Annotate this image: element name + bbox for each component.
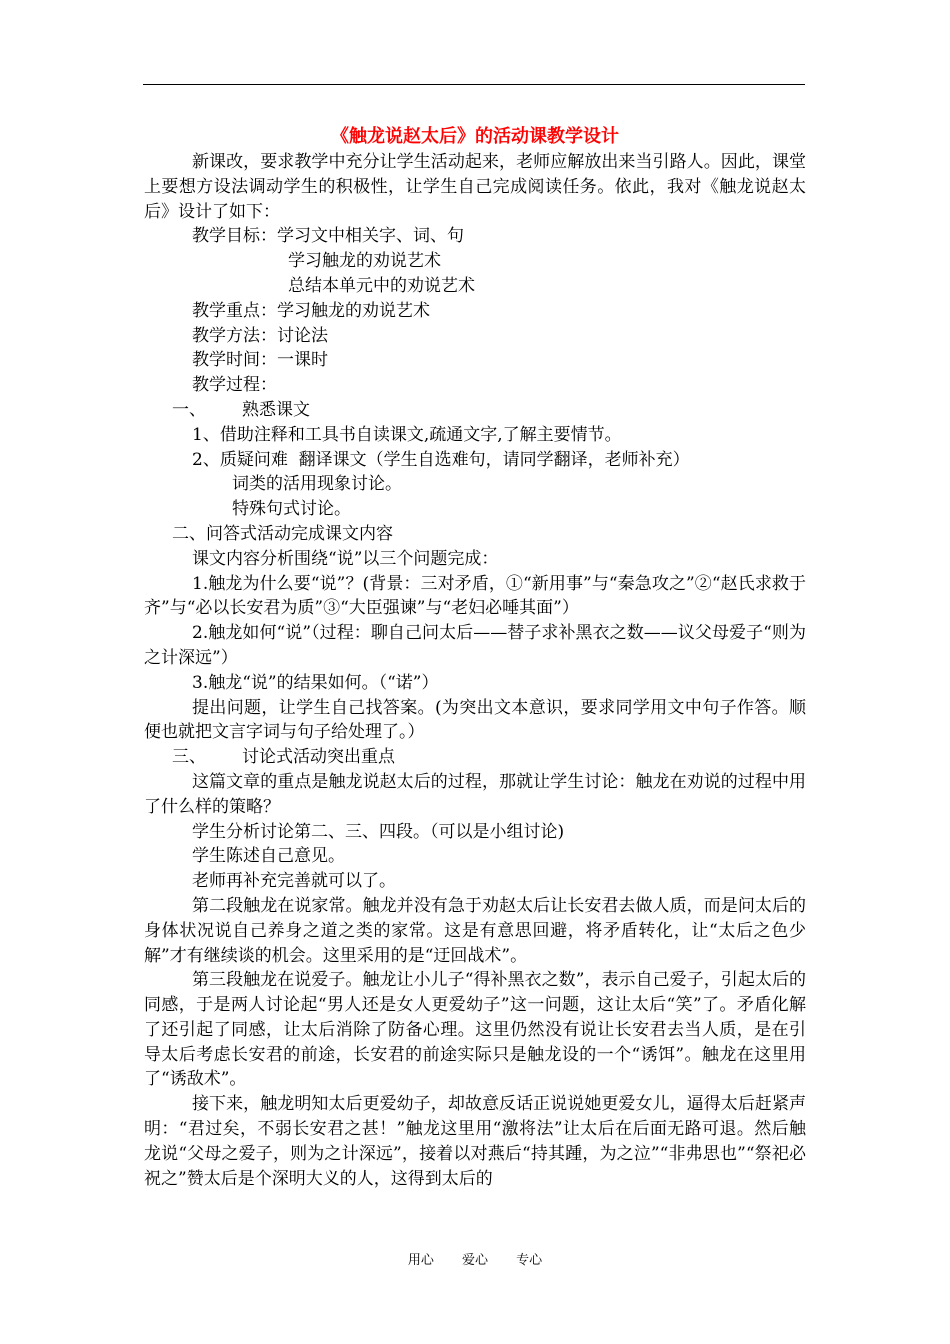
intro-paragraph: 新课改，要求教学中充分让学生活动起来，老师应解放出来当引路人。因此，课堂上要想方设法调动学生的积极性，让学生自己完成阅读任务。依此，我对《触龙说赵太后》设计了如下：	[144, 152, 806, 222]
section-1-number: 一、	[172, 399, 206, 420]
section-1-title: 熟悉课文	[242, 399, 310, 420]
time-line: 教学时间：一课时	[192, 350, 328, 371]
section-1-item-4: 特殊句式讨论。	[232, 499, 351, 520]
section-2-heading: 二、问答式活动完成课文内容	[172, 523, 393, 544]
section-1-heading	[144, 398, 806, 423]
section-2-question-3: 3.触龙“说”的结果如何。（“诺”）	[192, 672, 439, 693]
page-footer	[0, 1249, 950, 1268]
goal-item-1: 学习文中相关字、词、句	[277, 226, 464, 247]
section-2-intro: 课文内容分析围绕“说”以三个问题完成：	[192, 548, 499, 569]
document-title: 《触龙说赵太后》的活动课教学设计	[331, 126, 619, 147]
process-line: 教学过程：	[192, 375, 277, 396]
section-3-title: 讨论式活动突出重点	[242, 747, 395, 768]
section-1-item-3: 词类的活用现象讨论。	[232, 474, 402, 495]
section-3-paragraph-1: 这篇文章的重点是触龙说赵太后的过程，那就让学生讨论：触龙在劝说的过程中用了什么样的策略？	[144, 771, 806, 817]
section-3-paragraph-2: 学生分析讨论第二、三、四段。（可以是小组讨论)	[192, 821, 565, 842]
section-3-paragraph-5: 第二段触龙在说家常。触龙并没有急于劝赵太后让长安君去做人质，而是问太后的身体状况说自己养身之道之类的家常。这是有意思回避，将矛盾转化，让“太后之色少解”才有继续谈的机会。这里采用的是“迂回战术”。	[144, 895, 806, 966]
footer-word-2: 爱心	[461, 1253, 488, 1268]
section-3-paragraph-3: 学生陈述自己意见。	[192, 846, 345, 867]
focus-line: 教学重点：学习触龙的劝说艺术	[192, 300, 430, 321]
section-2-question-2: 2.触龙如何“说”（过程：聊自己问太后——替子求补黑衣之数——议父母爱子“则为之计深远”）	[144, 623, 806, 668]
goal-line	[144, 224, 806, 249]
section-1-item-2: 2、质疑问难 翻译课文（学生自选难句，请同学翻译，老师补充）	[192, 449, 690, 470]
section-1-item-1: 1、借助注释和工具书自读课文,疏通文字,了解主要情节。	[192, 424, 622, 445]
section-2-note: 提出问题，让学生自己找答案。(为突出文本意识，要求同学用文中句子作答。顺便也就把文言字词与句子给处理了。）	[144, 697, 806, 743]
goal-item-2: 学习触龙的劝说艺术	[288, 251, 441, 272]
section-3-paragraph-4: 老师再补充完善就可以了。	[192, 871, 396, 892]
header-rule	[143, 84, 805, 85]
section-3-paragraph-6: 第三段触龙在说爱子。触龙让小儿子“得补黑衣之数”，表示自己爱子，引起太后的同感，于是两人讨论起“男人还是女人更爱幼子”这一问题，这让太后“笑”了。矛盾化解了还引起了同感，让太后消除了防备心理。这里仍然没有说让长安君去当人质，是在引导太后考虑长安君的前途，长安君的前途实际只是触龙设的一个“诱饵”。触龙在这里用了“诱敌术”。	[144, 970, 806, 1090]
footer-word-3: 专心	[516, 1253, 543, 1268]
footer-word-1: 用心	[407, 1253, 434, 1268]
goal-item-3: 总结本单元中的劝说艺术	[288, 275, 475, 296]
document-body	[144, 124, 806, 1191]
section-2-question-1: 1.触龙为什么要“说”？(背景：三对矛盾，①“新用事”与“秦急攻之”②“赵氏求救于齐”与“必以长安君为质”③“大臣强谏”与“老妇必唾其面”）	[144, 573, 806, 619]
section-3-heading	[144, 745, 806, 770]
goal-label: 教学目标：	[192, 226, 277, 247]
section-3-number: 三、	[172, 747, 206, 768]
section-3-paragraph-7: 接下来，触龙明知太后更爱幼子，却故意反话正说说她更爱女儿，逼得太后赶紧声明：“君过矣，不弱长安君之甚！”触龙这里用“激将法”让太后在后面无路可退。然后触龙说“父母之爱子，则为之计深远”，接着以对燕后“持其踵，为之泣”“非弗思也”“祭祀必祝之”赞太后是个深明大义的人，这得到太后的	[144, 1094, 806, 1189]
method-line: 教学方法：讨论法	[192, 325, 328, 346]
